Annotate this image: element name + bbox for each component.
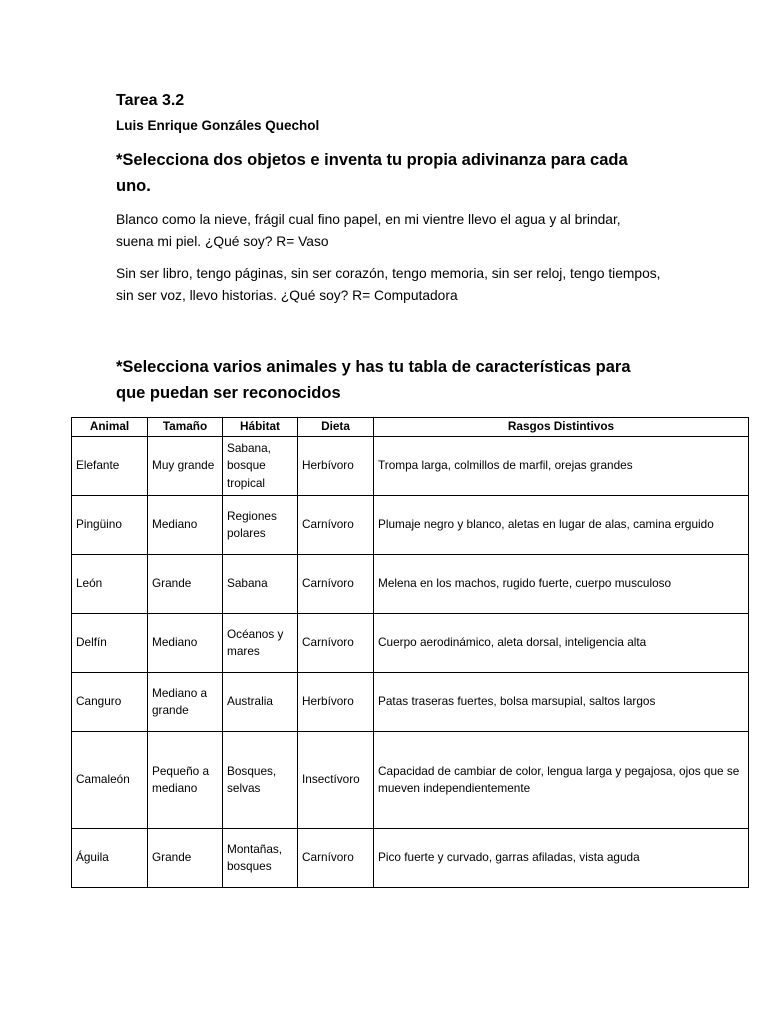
table-row: [72, 437, 749, 496]
cell-habitat: Montañas, bosques: [223, 829, 298, 888]
cell-animal: Camaleón: [72, 732, 148, 829]
cell-habitat: Bosques, selvas: [223, 732, 298, 829]
cell-diet: Herbívoro: [298, 673, 374, 732]
cell-traits: Plumaje negro y blanco, aletas en lugar de alas, camina erguido: [374, 496, 749, 555]
cell-habitat: Océanos y mares: [223, 614, 298, 673]
riddle-1: Blanco como la nieve, frágil cual fino papel, en mi vientre llevo el agua y al brindar, suena mi piel. ¿Qué soy? R= Vaso: [116, 212, 621, 249]
table-row: [72, 555, 749, 614]
riddle-2: Sin ser libro, tengo páginas, sin ser corazón, tengo memoria, sin ser reloj, tengo tiempos, sin ser voz, llevo historias. ¿Qué soy? R= Computadora: [116, 266, 661, 303]
cell-animal: Delfín: [72, 614, 148, 673]
cell-animal: Pingüino: [72, 496, 148, 555]
cell-habitat: Sabana: [223, 555, 298, 614]
header-habitat: Hábitat: [223, 418, 298, 437]
cell-diet: Insectívoro: [298, 732, 374, 829]
cell-animal: Águila: [72, 829, 148, 888]
animals-table: [71, 417, 749, 888]
cell-size: Mediano: [148, 614, 223, 673]
cell-animal: Elefante: [72, 437, 148, 496]
document-title: Tarea 3.2: [116, 92, 185, 109]
cell-habitat: Australia: [223, 673, 298, 732]
table-row: [72, 614, 749, 673]
header-diet: Dieta: [298, 418, 374, 437]
table-row: [72, 673, 749, 732]
table-row: [72, 829, 749, 888]
cell-size: Grande: [148, 829, 223, 888]
cell-diet: Carnívoro: [298, 614, 374, 673]
cell-traits: Cuerpo aerodinámico, aleta dorsal, inteligencia alta: [374, 614, 749, 673]
cell-diet: Carnívoro: [298, 555, 374, 614]
cell-size: Muy grande: [148, 437, 223, 496]
cell-size: Mediano: [148, 496, 223, 555]
header-traits: Rasgos Distintivos: [374, 418, 749, 437]
cell-traits: Capacidad de cambiar de color, lengua larga y pegajosa, ojos que se mueven independientemente: [374, 732, 749, 829]
cell-animal: León: [72, 555, 148, 614]
cell-size: Grande: [148, 555, 223, 614]
cell-habitat: Regiones polares: [223, 496, 298, 555]
table-row: [72, 732, 749, 829]
cell-size: Pequeño a mediano: [148, 732, 223, 829]
cell-diet: Carnívoro: [298, 496, 374, 555]
cell-animal: Canguro: [72, 673, 148, 732]
cell-diet: Carnívoro: [298, 829, 374, 888]
header-size: Tamaño: [148, 418, 223, 437]
cell-traits: Melena en los machos, rugido fuerte, cuerpo musculoso: [374, 555, 749, 614]
author-name: Luis Enrique Gonzáles Quechol: [116, 118, 320, 133]
section-heading-riddles: *Selecciona dos objetos e inventa tu propia adivinanza para cada uno.: [116, 151, 628, 195]
section-heading-animals: *Selecciona varios animales y has tu tabla de características para que puedan ser reconocidos: [116, 358, 631, 402]
table-row: [72, 496, 749, 555]
cell-traits: Patas traseras fuertes, bolsa marsupial, saltos largos: [374, 673, 749, 732]
cell-habitat: Sabana, bosque tropical: [223, 437, 298, 496]
table-header-row: [72, 418, 749, 437]
cell-diet: Herbívoro: [298, 437, 374, 496]
cell-traits: Trompa larga, colmillos de marfil, orejas grandes: [374, 437, 749, 496]
header-animal: Animal: [72, 418, 148, 437]
cell-traits: Pico fuerte y curvado, garras afiladas, vista aguda: [374, 829, 749, 888]
cell-size: Mediano a grande: [148, 673, 223, 732]
